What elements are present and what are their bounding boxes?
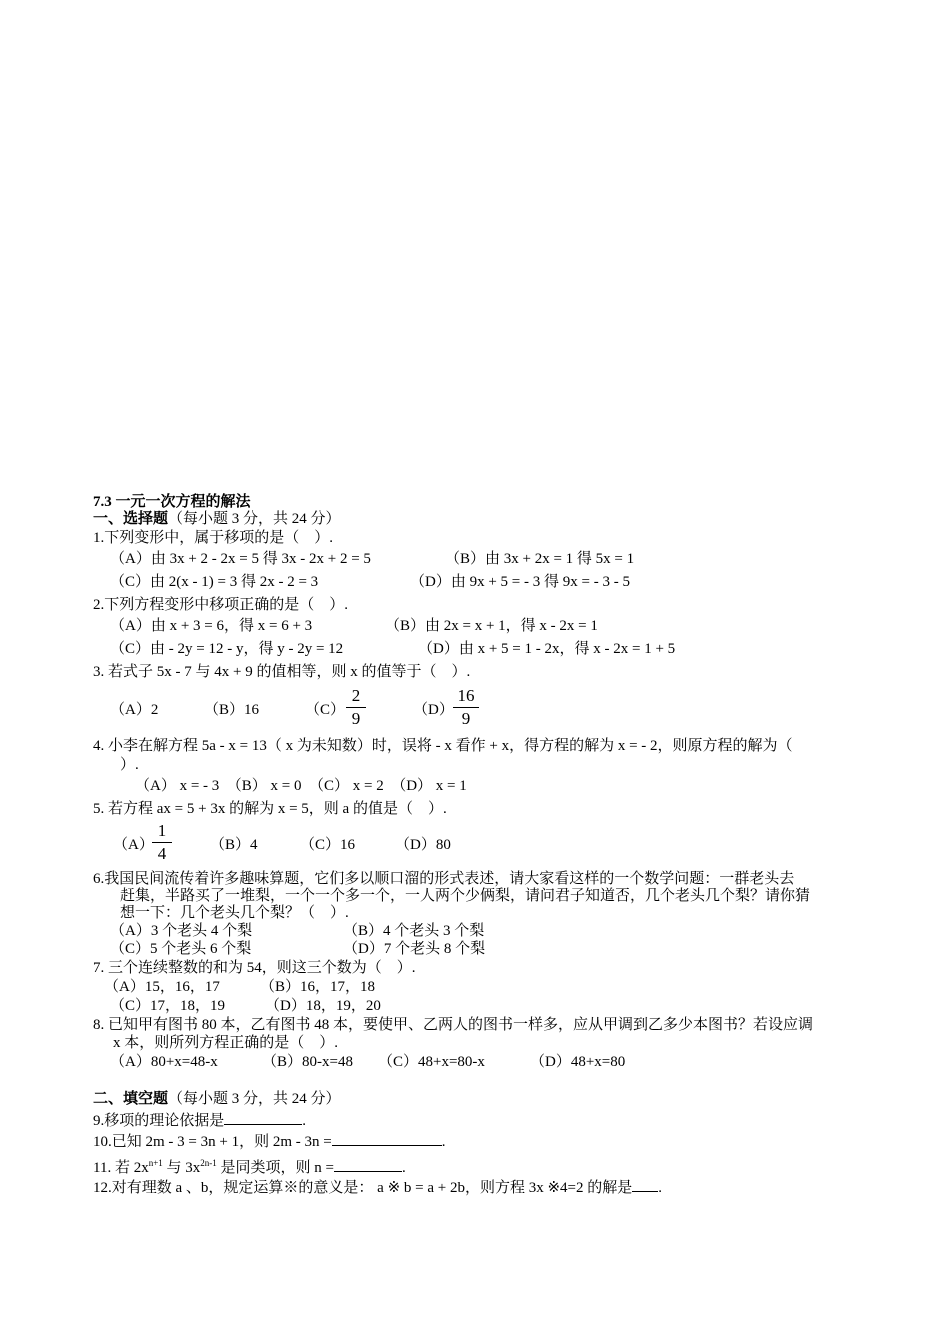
q11-post: 是同类项，则 n = bbox=[216, 1160, 335, 1176]
doc-title: 7.3 一元一次方程的解法 bbox=[93, 494, 251, 510]
q5-fraction-a bbox=[152, 821, 172, 864]
q1-option-d: （D）由 9x + 5 = - 3 得 9x = - 3 - 5 bbox=[410, 574, 630, 590]
q7-option-d: （D）18，19，20 bbox=[265, 998, 381, 1014]
q3-d-numerator: 16 bbox=[457, 686, 475, 705]
q11-mid: 与 3x bbox=[162, 1160, 201, 1176]
q11-pre: 11. 若 2x bbox=[93, 1160, 149, 1176]
q2-option-a: （A）由 x + 3 = 6，得 x = 6 + 3 bbox=[110, 618, 313, 634]
q3-fraction-c bbox=[346, 686, 366, 729]
q8-line2: x 本，则所列方程正确的是（ ）. bbox=[113, 1035, 339, 1051]
q3-d-denominator: 9 bbox=[461, 709, 471, 728]
q10 bbox=[93, 1131, 445, 1151]
q5-a-bar bbox=[152, 842, 172, 843]
q11-exponent-1: n+1 bbox=[148, 1158, 163, 1168]
q10-answer-blank[interactable] bbox=[332, 1131, 442, 1146]
q2-stem: 2.下列方程变形中移项正确的是（ ）. bbox=[93, 597, 349, 613]
q5-a-numerator: 1 bbox=[157, 821, 167, 840]
q5-option-a: （A） bbox=[113, 837, 154, 853]
q6-line1: 6.我国民间流传着许多趣味算题，它们多以顺口溜的形式表述，请大家看这样的一个数学问题：一群老头去 bbox=[93, 871, 795, 887]
section-2-heading bbox=[93, 1090, 341, 1108]
q9-text: 9.移项的理论依据是 bbox=[93, 1113, 225, 1129]
q9-end: . bbox=[302, 1113, 307, 1129]
q5-a-denominator: 4 bbox=[157, 844, 167, 863]
q8-line1: 8. 已知甲有图书 80 本，乙有图书 48 本，要使甲、乙两人的图书一样多，应从甲调到乙多少本图书？若设应调 bbox=[93, 1017, 814, 1033]
q11-end: . bbox=[402, 1160, 406, 1176]
q6-option-c: （C）5 个老头 6 个梨 bbox=[110, 941, 252, 957]
q2-option-d: （D）由 x + 5 = 1 - 2x，得 x - 2x = 1 + 5 bbox=[418, 641, 676, 657]
q1-stem: 1.下列变形中，属于移项的是（ ）. bbox=[93, 530, 334, 546]
q9 bbox=[93, 1110, 306, 1130]
q3-option-d: （D） bbox=[413, 702, 454, 718]
q4-options: （A） x = - 3 （B） x = 0 （C） x = 2 （D） x = 1 bbox=[135, 778, 467, 794]
section-1-name: 一、选择题 bbox=[93, 511, 169, 527]
q5-option-b: （B）4 bbox=[210, 837, 258, 853]
section-2-note: （每小题 3 分，共 24 分） bbox=[168, 1091, 341, 1107]
q1-option-b: （B）由 3x + 2x = 1 得 5x = 1 bbox=[445, 551, 635, 567]
section-2-name: 二、填空题 bbox=[93, 1091, 169, 1107]
q3-fraction-d bbox=[453, 686, 479, 729]
q11 bbox=[93, 1154, 406, 1177]
q3-d-bar bbox=[453, 707, 479, 708]
q10-end: . bbox=[441, 1134, 446, 1150]
q1-option-c: （C）由 2(x - 1) = 3 得 2x - 2 = 3 bbox=[110, 574, 319, 590]
q6-option-a: （A）3 个老头 4 个梨 bbox=[110, 923, 253, 939]
q7-option-a: （A）15，16，17 bbox=[104, 979, 220, 995]
q3-stem: 3. 若式子 5x - 7 与 4x + 9 的值相等，则 x 的值等于（ ）. bbox=[93, 664, 471, 680]
q3-option-a: （A）2 bbox=[110, 702, 159, 718]
q12-text: 12.对有理数 a 、b，规定运算※的意义是： a ※ b = a + 2b，则方程 3x ※4=2 的解是 bbox=[93, 1180, 633, 1196]
q4-stem-line2: ）. bbox=[120, 757, 139, 773]
q3-option-b: （B）16 bbox=[204, 702, 260, 718]
q3-option-c: （C） bbox=[305, 702, 346, 718]
q6-line3: 想一下：几个老头几个梨？（ ）. bbox=[120, 905, 349, 921]
q5-option-d: （D）80 bbox=[395, 837, 451, 853]
q8-option-c: （C）48+x=80-x bbox=[378, 1054, 485, 1070]
q3-c-bar bbox=[346, 707, 366, 708]
q8-option-d: （D）48+x=80 bbox=[530, 1054, 626, 1070]
q7-option-b: （B）16，17，18 bbox=[260, 979, 376, 995]
section-1-heading bbox=[93, 510, 341, 528]
q12 bbox=[93, 1177, 662, 1197]
q11-answer-blank[interactable] bbox=[334, 1157, 402, 1172]
q6-option-d: （D）7 个老头 8 个梨 bbox=[343, 941, 486, 957]
q2-option-c: （C）由 - 2y = 12 - y，得 y - 2y = 12 bbox=[110, 641, 344, 657]
q5-option-c: （C）16 bbox=[300, 837, 356, 853]
q6-line2: 赶集，半路买了一堆梨，一个一个多一个，一人两个少俩梨，请问君子知道否，几个老头几个梨？请你猜 bbox=[120, 888, 811, 904]
q8-option-b: （B）80-x=48 bbox=[262, 1054, 353, 1070]
q11-exponent-2: 2n-1 bbox=[200, 1158, 217, 1168]
q1-option-a: （A）由 3x + 2 - 2x = 5 得 3x - 2x + 2 = 5 bbox=[110, 551, 371, 567]
q8-option-a: （A）80+x=48-x bbox=[110, 1054, 218, 1070]
q10-text: 10.已知 2m - 3 = 3n + 1，则 2m - 3n = bbox=[93, 1134, 332, 1150]
q3-c-denominator: 9 bbox=[351, 709, 361, 728]
q2-option-b: （B）由 2x = x + 1，得 x - 2x = 1 bbox=[385, 618, 598, 634]
q6-option-b: （B）4 个老头 3 个梨 bbox=[343, 923, 485, 939]
q3-c-numerator: 2 bbox=[351, 686, 361, 705]
q7-option-c: （C）17，18，19 bbox=[110, 998, 226, 1014]
q12-answer-blank[interactable] bbox=[632, 1177, 658, 1192]
q9-answer-blank[interactable] bbox=[224, 1110, 302, 1125]
section-1-note: （每小题 3 分，共 24 分） bbox=[168, 511, 341, 527]
q7-stem: 7. 三个连续整数的和为 54，则这三个数为（ ）. bbox=[93, 960, 416, 976]
q4-stem-line1: 4. 小李在解方程 5a - x = 13（ x 为未知数）时，误将 - x 看作 + x，得方程的解为 x = - 2，则原方程的解为（ bbox=[93, 738, 793, 754]
q12-end: . bbox=[658, 1180, 662, 1196]
q5-stem: 5. 若方程 ax = 5 + 3x 的解为 x = 5，则 a 的值是（ ）. bbox=[93, 801, 447, 817]
